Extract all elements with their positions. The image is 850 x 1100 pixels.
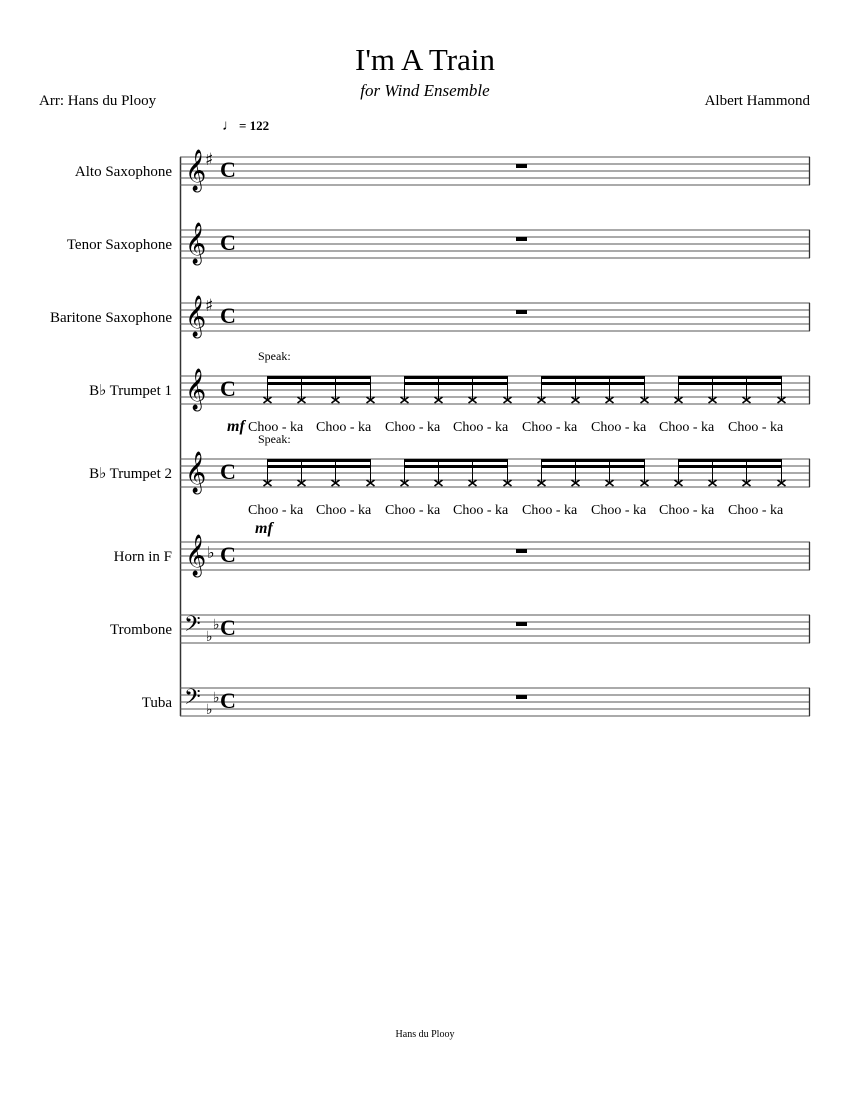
trumpet2-dynamic-mf: mf [255,520,273,537]
common-time-icon: C [220,230,236,255]
instrument-label-trumpet-1: B♭ Trumpet 1 [89,383,172,399]
trumpet2-lyric: Choo - ka [522,503,578,518]
staff-baritone-sax [180,295,810,338]
instrument-label-alto-sax: Alto Saxophone [74,164,172,180]
x-notehead-icon [264,480,786,486]
composer-credit: Albert Hammond [704,93,810,109]
flat-icon: ♭ [206,629,213,645]
trumpet2-lyric: Choo - ka [248,503,304,518]
flat-icon: ♭ [213,617,220,633]
staff-trumpet-2 [180,451,810,494]
sharp-icon: ♯ [205,150,214,170]
trumpet1-lyric: Choo - ka [728,420,784,435]
quarter-note-icon: ♩ [222,118,237,134]
staff-alto-sax [180,149,810,192]
flat-icon: ♭ [213,690,220,706]
instrument-label-horn: Horn in F [113,549,172,565]
common-time-icon: C [220,157,236,182]
staff-trumpet-1 [180,368,810,411]
treble-clef-icon: 𝄞 [185,369,207,410]
treble-clef-icon: 𝄞 [185,296,207,337]
staff-tuba [180,685,810,718]
instrument-label-tenor-sax: Tenor Saxophone [66,237,172,253]
page-footer: Hans du Plooy [395,1029,455,1040]
trumpet1-lyric: Choo - ka [522,420,578,435]
common-time-icon: C [220,542,236,567]
treble-clef-icon: 𝄞 [185,150,207,191]
trumpet1-lyric: Choo - ka [659,420,715,435]
trumpet1-lyric: Choo - ka [591,420,647,435]
instrument-label-baritone-sax: Baritone Saxophone [49,310,172,326]
trumpet2-lyric: Choo - ka [728,503,784,518]
staff-trombone [180,612,810,645]
common-time-icon: C [220,303,236,328]
score-subtitle: for Wind Ensemble [360,81,490,100]
instrument-label-trombone: Trombone [110,622,172,638]
trumpet2-lyric: Choo - ka [659,503,715,518]
trumpet1-lyric: Choo - ka [248,420,304,435]
flat-icon: ♭ [207,543,215,562]
common-time-icon: C [220,615,236,640]
trumpet2-lyric: Choo - ka [453,503,509,518]
common-time-icon: C [220,688,236,713]
score-title: I'm A Train [355,42,495,77]
treble-clef-icon: 𝄞 [185,452,207,493]
instrument-label-trumpet-2: B♭ Trumpet 2 [89,466,172,482]
sharp-icon: ♯ [205,296,214,316]
trumpet1-dynamic-mf: mf [227,418,245,435]
trumpet1-speak-direction: Speak: [258,349,291,363]
bass-clef-icon: 𝄢 [184,685,201,715]
treble-clef-icon: 𝄞 [185,535,207,576]
common-time-icon: C [220,376,236,401]
staff-tenor-sax [180,222,810,265]
trumpet1-lyric: Choo - ka [316,420,372,435]
bass-clef-icon: 𝄢 [184,612,201,642]
trumpet1-lyric: Choo - ka [453,420,509,435]
x-notehead-icon [264,397,786,403]
treble-clef-icon: 𝄞 [185,223,207,264]
tempo-value: = 122 [239,118,270,133]
arranger-credit: Arr: Hans du Plooy [39,93,157,109]
trumpet2-lyric: Choo - ka [591,503,647,518]
flat-icon: ♭ [206,702,213,718]
common-time-icon: C [220,459,236,484]
trumpet1-lyric: Choo - ka [385,420,441,435]
trumpet2-speak-direction: Speak: [258,432,291,446]
trumpet2-lyric: Choo - ka [316,503,372,518]
instrument-label-tuba: Tuba [141,695,172,711]
staff-horn [180,534,810,577]
trumpet2-lyric: Choo - ka [385,503,441,518]
